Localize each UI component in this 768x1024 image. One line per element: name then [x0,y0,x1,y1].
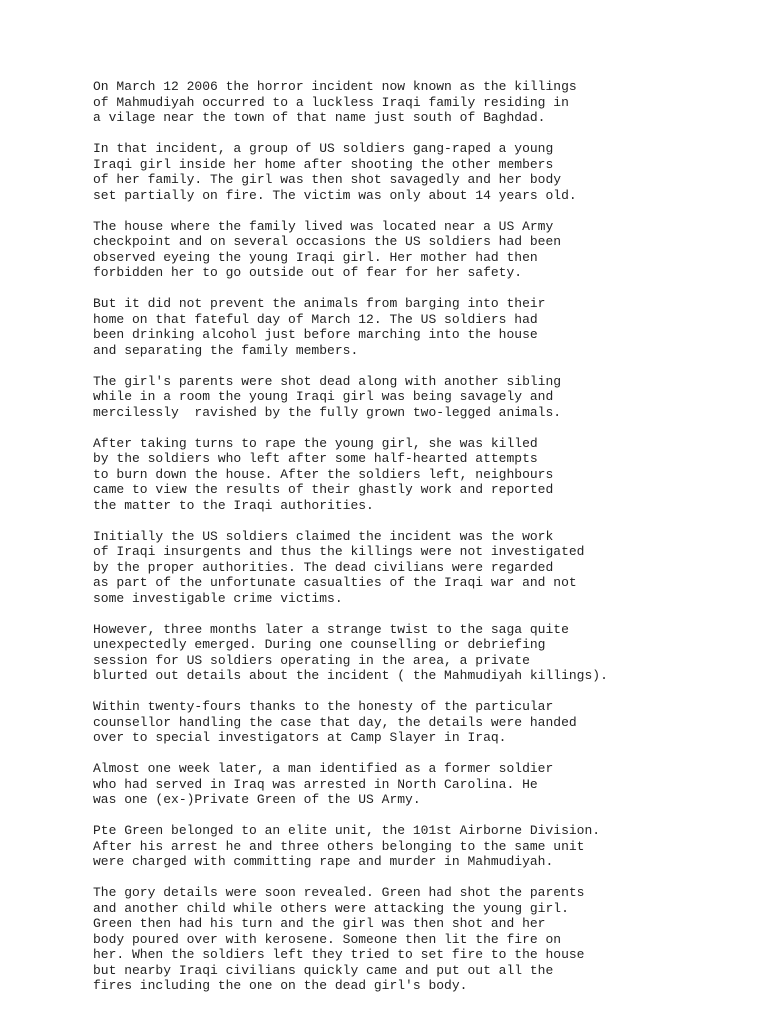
paragraph-6: After taking turns to rape the young girl, she was killed by the soldiers who left after some half-hearted attempts to burn down the house. After the soldiers left, neighbours came to view the results of their ghastly work and reported the matter to the Iraqi authorities. [93,435,554,513]
paragraph-10: Almost one week later, a man identified as a former soldier who had served in Iraq was arrested in North Carolina. He was one (ex-)Private Green of the US Army. [93,761,554,807]
paragraph-4: But it did not prevent the animals from barging into their home on that fateful day of March 12. The US soldiers had been drinking alcohol just before marching into the house and separating the family members. [93,296,546,358]
paragraph-5: The girl's parents were shot dead along with another sibling while in a room the young Iraqi girl was being savagely and mercilessly ravished by the fully grown two-legged animals. [93,373,562,420]
paragraph-12: The gory details were soon revealed. Green had shot the parents and another child while others were attacking the young girl. Green then had his turn and the girl was then shot and her body poured over with kerosene. Someone then lit the fire on her. When the soldiers left they tried to set fire to the house but nearby Iraqi civilians quickly came and put out all the fires including the one on the dead girl's body. [93,885,585,993]
paragraph-7: Initially the US soldiers claimed the incident was the work of Iraqi insurgents and thus the killings were not investigated by the proper authorities. The dead civilians were regarded as part of the unfortunate casualties of the Iraqi war and not some investigable crime victims. [93,528,585,606]
paragraph-2: In that incident, a group of US soldiers gang-raped a young Iraqi girl inside her home after shooting the other members of her family. The girl was then shot savagedly and her body set partially on fire. The victim was only about 14 years old. [93,141,577,203]
paragraph-3: The house where the family lived was located near a US Army checkpoint and on several occasions the US soldiers had been observed eyeing the young Iraqi girl. Her mother had then forbidden her to go outside out of fear for her safety. [93,218,562,280]
paragraph-11: Pte Green belonged to an elite unit, the 101st Airborne Division. After his arrest he and three others belonging to the same unit were charged with committing rape and murder in Mahmudiyah. [93,823,601,869]
paragraph-9: Within twenty-fours thanks to the honesty of the particular counsellor handling the case that day, the details were handed over to special investigators at Camp Slayer in Iraq. [93,699,577,745]
paragraph-8: However, three months later a strange twist to the saga quite unexpectedly emerged. During one counselling or debriefing session for US soldiers operating in the area, a private blurted out details about the incident ( the Mahmudiyah killings). [93,621,608,683]
document-body [93,79,753,1009]
paragraph-1: On March 12 2006 the horror incident now known as the killings of Mahmudiyah occurred to a luckless Iraqi family residing in a vilage near the town of that name just south of Baghdad. [93,79,577,125]
